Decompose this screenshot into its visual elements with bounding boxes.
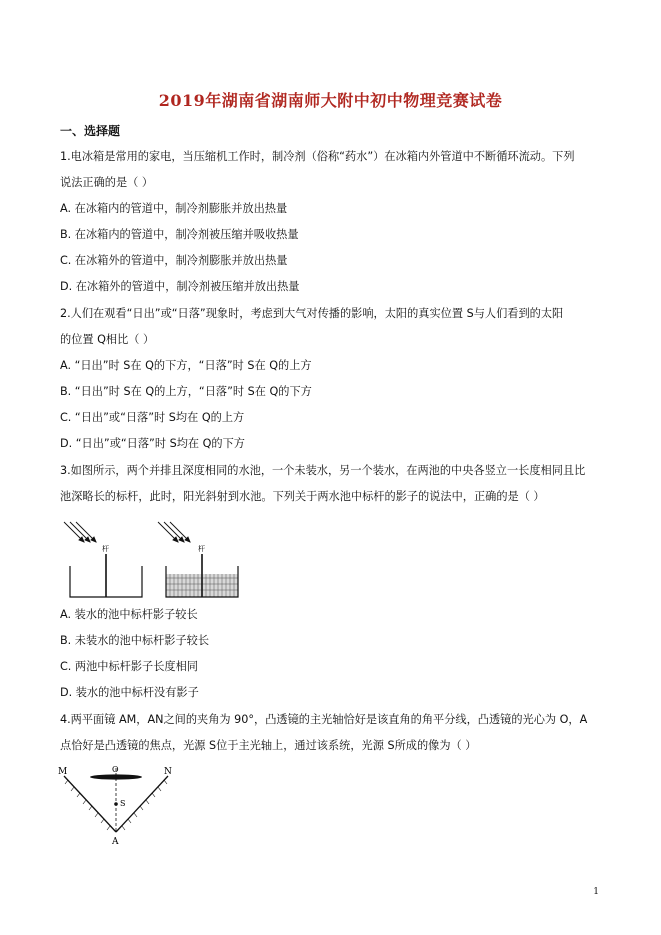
q1-option-c: C. 在冰箱外的管道中，制冷剂膨胀并放出热量 bbox=[60, 254, 288, 267]
q4-stem-line2: 点恰好是凸透镜的焦点，光源 S位于主光轴上，通过该系统，光源 S所成的像为（ ） bbox=[60, 739, 477, 752]
q2-option-b: B. “日出”时 S在 Q的上方，“日落”时 S在 Q的下方 bbox=[60, 385, 312, 398]
q3-stem-line1: 3.如图所示，两个并排且深度相同的水池，一个未装水，另一个装水，在两池的中央各竖立一长度相同且比 bbox=[60, 464, 586, 477]
mirror-am bbox=[64, 776, 116, 832]
pole-label-left: 杆 bbox=[102, 545, 109, 553]
sun-rays-right bbox=[158, 522, 190, 542]
q2-stem-line1: 2.人们在观看“日出”或“日落”现象时，考虑到大气对传播的影响，太阳的真实位置 S与人们看到的太阳 bbox=[60, 307, 564, 320]
label-s: S bbox=[120, 799, 126, 808]
label-n: N bbox=[164, 767, 172, 777]
q1-option-b: B. 在冰箱内的管道中，制冷剂被压缩并吸收热量 bbox=[60, 228, 299, 241]
q1-option-d: D. 在冰箱外的管道中，制冷剂被压缩并放出热量 bbox=[60, 280, 300, 293]
pole-label-right: 杆 bbox=[198, 545, 205, 553]
q3-pools-figure bbox=[62, 518, 242, 600]
label-o: O bbox=[112, 765, 119, 774]
q1-stem-line1: 1.电冰箱是常用的家电，当压缩机工作时，制冷剂（俗称“药水”）在冰箱内外管道中不断循环流动。下列 bbox=[60, 150, 575, 163]
q4-mirror-lens-figure bbox=[56, 764, 176, 850]
page-number: 1 bbox=[593, 887, 599, 897]
q1-option-a: A. 在冰箱内的管道中，制冷剂膨胀并放出热量 bbox=[60, 202, 288, 215]
q3-option-b: B. 未装水的池中标杆影子较长 bbox=[60, 634, 210, 647]
q3-stem-line2: 池深略长的标杆，此时，阳光斜射到水池。下列关于两水池中标杆的影子的说法中，正确的是（ ） bbox=[60, 490, 545, 503]
q2-option-a: A. “日出”时 S在 Q的下方，“日落”时 S在 Q的上方 bbox=[60, 359, 312, 372]
label-m: M bbox=[58, 767, 68, 777]
sun-rays-left bbox=[64, 522, 96, 542]
light-source-s bbox=[114, 802, 118, 806]
label-a: A bbox=[112, 837, 119, 847]
section-heading: 一、选择题 bbox=[60, 124, 121, 138]
q2-option-c: C. “日出”或“日落”时 S均在 Q的上方 bbox=[60, 411, 245, 424]
page-title: 2019年湖南省湖南师大附中初中物理竞赛试卷 bbox=[158, 91, 503, 110]
q3-option-a: A. 装水的池中标杆影子较长 bbox=[60, 608, 198, 621]
q3-option-d: D. 装水的池中标杆没有影子 bbox=[60, 686, 199, 699]
q2-stem-line2: 的位置 Q相比（ ） bbox=[60, 333, 155, 346]
q1-stem-line2: 说法正确的是（ ） bbox=[60, 176, 154, 189]
q2-option-d: D. “日出”或“日落”时 S均在 Q的下方 bbox=[60, 437, 245, 450]
q3-option-c: C. 两池中标杆影子长度相同 bbox=[60, 660, 198, 673]
convex-lens bbox=[90, 774, 142, 779]
q4-stem-line1: 4.两平面镜 AM，AN之间的夹角为 90°，凸透镜的主光轴恰好是该直角的角平分线，凸透镜的光心为 O，A bbox=[60, 713, 588, 726]
